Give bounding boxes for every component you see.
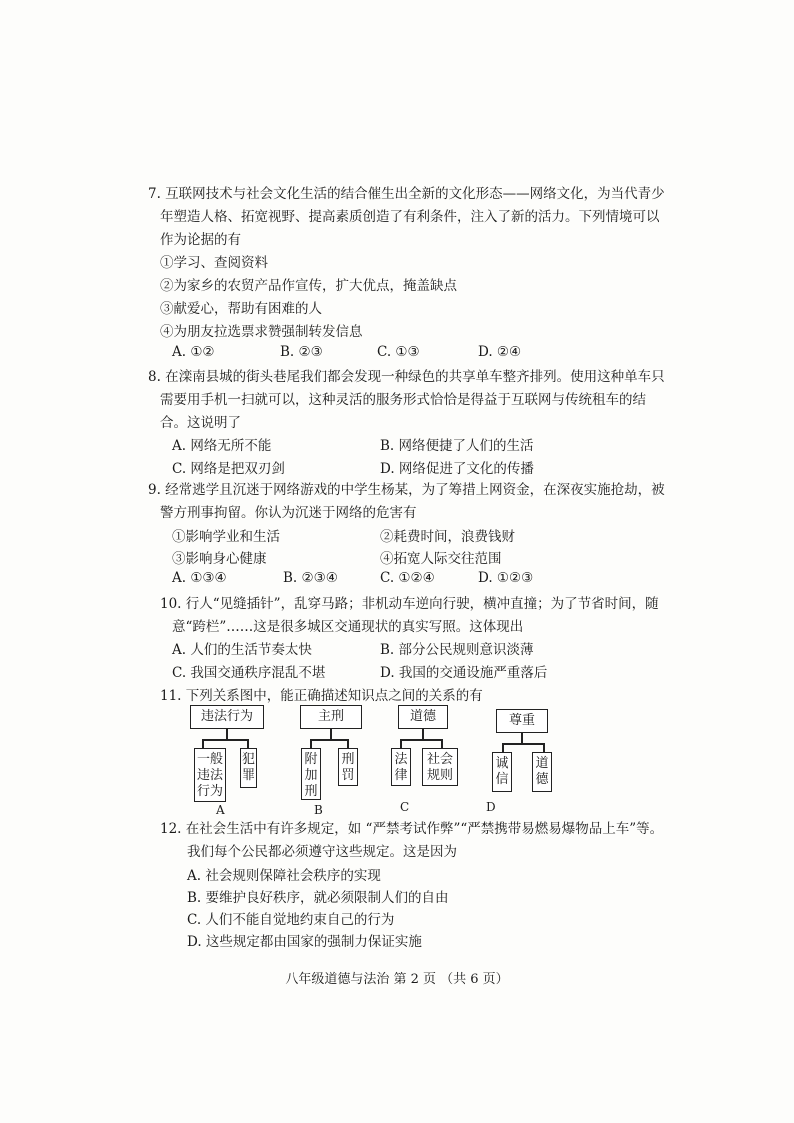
diagram-left-box: 法律 bbox=[391, 748, 411, 786]
statement-item: ②耗费时间，浪费钱财 bbox=[380, 529, 515, 545]
question-text: 8. 在滦南县城的街头巷尾我们都会发现一种绿色的共享单车整齐排列。使用这种单车只 bbox=[148, 369, 665, 385]
question-text: 警方刑事拘留。你认为沉迷于网络的危害有 bbox=[160, 505, 417, 521]
option-c: C. ①②④ bbox=[380, 570, 435, 586]
option-d: D. ②④ bbox=[478, 344, 522, 360]
statement-item: ④为朋友拉选票求赞强制转发信息 bbox=[160, 324, 363, 340]
option-d: D. 网络促进了文化的传播 bbox=[380, 461, 534, 477]
statement-item: ①学习、查阅资料 bbox=[160, 255, 268, 271]
relation-diagram-a bbox=[190, 705, 270, 815]
option-b: B. ②③ bbox=[280, 344, 323, 360]
option-c: C. 网络是把双刃剑 bbox=[172, 461, 285, 477]
page-footer: 八年级道德与法治 第 2 页 （共 6 页） bbox=[285, 972, 509, 987]
question-9 bbox=[148, 479, 665, 525]
question-10 bbox=[160, 593, 659, 639]
statement-item: ②为家乡的农贸产品作宣传，扩大优点，掩盖缺点 bbox=[160, 278, 457, 294]
question-7 bbox=[148, 183, 665, 344]
question-text: 意“跨栏”……这是很多城区交通现状的真实写照。这体现出 bbox=[172, 619, 524, 635]
relation-diagram-c bbox=[388, 705, 468, 815]
option-b: B. 网络便捷了人们的生活 bbox=[380, 438, 534, 454]
option-a: A. 人们的生活节奏太快 bbox=[172, 642, 312, 658]
diagram-right-box: 刑罚 bbox=[338, 748, 358, 786]
diagram-label: A bbox=[216, 803, 225, 817]
diagram-right-box: 社会规则 bbox=[422, 748, 458, 786]
relation-diagram-d bbox=[486, 705, 566, 815]
question-text: 合。这说明了 bbox=[160, 415, 241, 431]
diagram-label: D bbox=[486, 800, 496, 814]
option-d: D. ①②③ bbox=[478, 570, 534, 586]
diagram-label: C bbox=[400, 800, 410, 814]
diagram-left-box: 一般违法行为 bbox=[194, 748, 226, 802]
option-a: A. ①③④ bbox=[172, 570, 227, 586]
diagram-left-box: 诚信 bbox=[492, 752, 512, 792]
diagram-top-box: 主刑 bbox=[300, 705, 362, 729]
question-text: 9. 经常逃学且沉迷于网络游戏的中学生杨某，为了筹措上网资金，在深夜实施抢劫，被 bbox=[148, 482, 665, 498]
question-text: 10. 行人“见缝插针”，乱穿马路；非机动车逆向行驶，横冲直撞；为了节省时间，随 bbox=[160, 596, 659, 612]
statement-item: ③影响身心健康 bbox=[172, 551, 267, 567]
diagram-left-box: 附加刑 bbox=[301, 748, 321, 800]
question-12 bbox=[160, 818, 663, 864]
question-11: 11. 下列关系图中，能正确描述知识点之间的关系的有 bbox=[160, 688, 483, 704]
diagram-top-box: 道德 bbox=[398, 705, 448, 729]
option-c: C. 人们不能自觉地约束自己的行为 bbox=[187, 912, 395, 928]
option-a: A. 网络无所不能 bbox=[172, 438, 272, 454]
option-b: B. ②③④ bbox=[283, 570, 338, 586]
question-text: 我们每个公民都必须遵守这些规定。这是因为 bbox=[187, 844, 457, 860]
diagram-top-box: 违法行为 bbox=[190, 705, 264, 729]
question-8 bbox=[148, 366, 665, 435]
diagram-right-box: 犯罪 bbox=[240, 748, 257, 788]
option-a: A. ①② bbox=[172, 344, 215, 360]
question-text: 7. 互联网技术与社会文化生活的结合催生出全新的文化形态——网络文化，为当代青少 bbox=[148, 186, 665, 202]
diagram-top-box: 尊重 bbox=[496, 709, 548, 733]
option-c: C. ①③ bbox=[377, 344, 420, 360]
option-a: A. 社会规则保障社会秩序的实现 bbox=[187, 868, 381, 884]
diagram-label: B bbox=[314, 803, 323, 817]
question-text: 作为论据的有 bbox=[160, 232, 241, 248]
statement-item: ③献爱心，帮助有困难的人 bbox=[160, 301, 322, 317]
relation-diagram-b bbox=[296, 705, 376, 815]
option-b: B. 要维护良好秩序，就必须限制人们的自由 bbox=[187, 890, 449, 906]
question-text: 需要用手机一扫就可以，这种灵活的服务形式恰恰是得益于互联网与传统租车的结 bbox=[160, 392, 646, 408]
statement-item: ④拓宽人际交往范围 bbox=[380, 551, 502, 567]
option-b: B. 部分公民规则意识淡薄 bbox=[380, 642, 534, 658]
option-d: D. 这些规定都由国家的强制力保证实施 bbox=[187, 934, 422, 950]
option-c: C. 我国交通秩序混乱不堪 bbox=[172, 665, 326, 681]
diagram-right-box: 道德 bbox=[532, 752, 552, 792]
statement-item: ①影响学业和生活 bbox=[172, 529, 280, 545]
option-d: D. 我国的交通设施严重落后 bbox=[380, 665, 548, 681]
question-text: 12. 在社会生活中有许多规定，如 “严禁考试作弊”“严禁携带易燃易爆物品上车”等。 bbox=[160, 821, 664, 837]
question-text: 年塑造人格、拓宽视野、提高素质创造了有利条件，注入了新的活力。下列情境可以 bbox=[160, 209, 660, 225]
